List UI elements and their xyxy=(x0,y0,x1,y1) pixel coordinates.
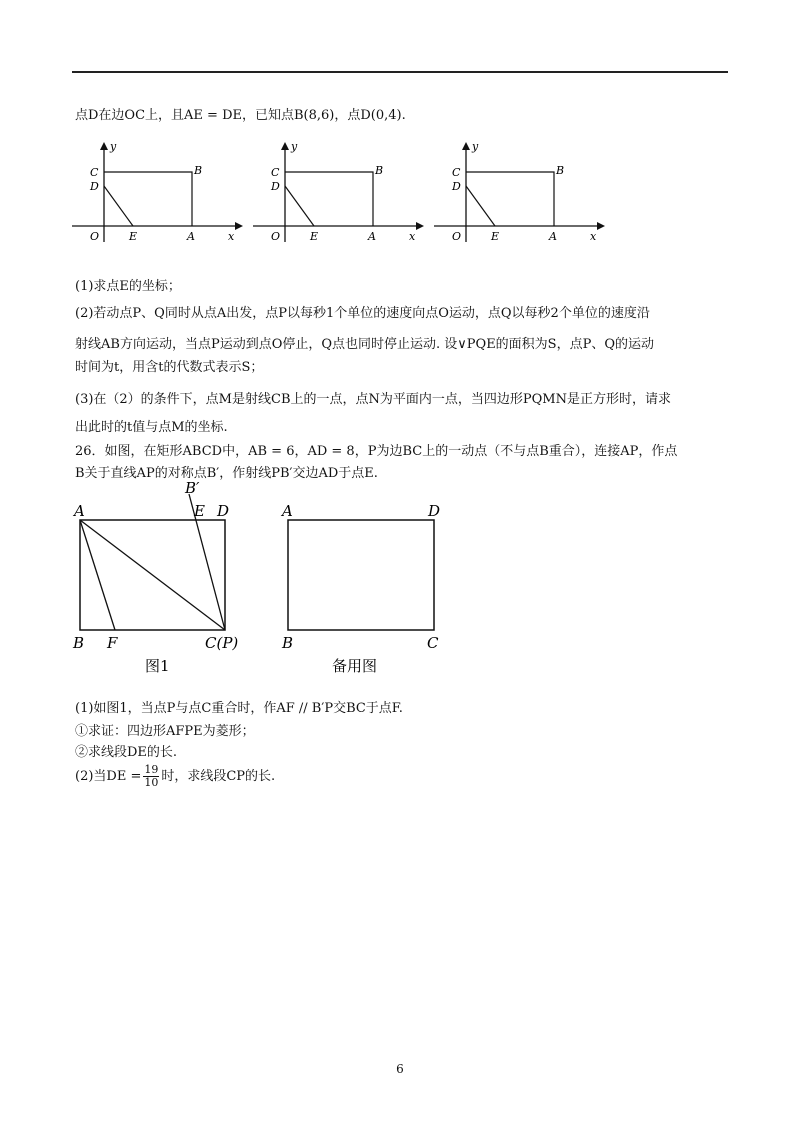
p26-q1: (1)如图1，当点P与点C重合时，作AF // B′P交BC于点F. xyxy=(75,701,403,716)
y-label: y xyxy=(110,140,117,153)
y-axis-arrow xyxy=(281,142,289,150)
x-axis-arrow xyxy=(597,222,605,230)
segment-de xyxy=(104,186,133,226)
a-label: A xyxy=(187,230,195,243)
c-p-label: C(P) xyxy=(205,634,239,652)
rect-cb-ba xyxy=(466,172,554,226)
page-number: 6 xyxy=(396,1062,404,1076)
x-label: x xyxy=(590,230,597,243)
p26-q1a: ①求证：四边形AFPE为菱形； xyxy=(75,724,255,739)
p26-q2-prefix: (2)当DE = xyxy=(75,769,142,784)
x-axis-arrow xyxy=(235,222,243,230)
rect-cb-ba xyxy=(104,172,192,226)
p25-q3-line2: 出此时的t值与点M的坐标. xyxy=(75,420,228,435)
e-label: E xyxy=(129,230,138,243)
e-label: E xyxy=(310,230,319,243)
p25-intro: 点D在边OC上，且AE = DE，已知点B(8,6)，点D(0,4). xyxy=(75,108,406,123)
o-label: O xyxy=(90,230,100,243)
c-label: C xyxy=(90,166,99,179)
p26-q1b: ②求线段DE的长. xyxy=(75,745,178,760)
d-label: D xyxy=(271,180,280,193)
x-label: x xyxy=(409,230,416,243)
p26-figure-1 xyxy=(65,478,255,678)
backup-figure-caption: 备用图 xyxy=(332,657,378,675)
rect-abcd xyxy=(288,520,434,630)
e-label: E xyxy=(491,230,500,243)
b-label: B xyxy=(375,164,384,177)
y-label: y xyxy=(472,140,479,153)
p26-q2 xyxy=(75,764,275,789)
o-label: O xyxy=(271,230,281,243)
p25-q2-line1: (2)若动点P、Q同时从点A出发，点P以每秒1个单位的速度向点O运动，点Q以每秒2个单位的速度沿 xyxy=(75,306,650,321)
o-label: O xyxy=(452,230,462,243)
coord-figure-1 xyxy=(72,140,243,243)
coord-figure-3 xyxy=(434,140,605,243)
c-label: C xyxy=(452,166,461,179)
x-label: x xyxy=(228,230,235,243)
fraction-19-10 xyxy=(143,764,159,789)
e-label: E xyxy=(194,502,205,520)
segment-de xyxy=(466,186,495,226)
a-label: A xyxy=(282,502,293,520)
y-label: y xyxy=(291,140,298,153)
a-label: A xyxy=(368,230,376,243)
diagonal-ac xyxy=(80,520,225,630)
segment-af xyxy=(80,520,115,630)
y-axis-arrow xyxy=(462,142,470,150)
p25-q1: (1)求点E的坐标； xyxy=(75,279,181,294)
p26-stem-line2: B关于直线AP的对称点B′，作射线PB′交边AD于点E. xyxy=(75,466,378,481)
b-label: B xyxy=(73,634,85,652)
p25-q2-line3: 时间为t，用含t的代数式表示S； xyxy=(75,360,264,375)
figure-1-caption: 图1 xyxy=(145,657,170,675)
coord-figure-2 xyxy=(253,140,424,243)
segment-de xyxy=(285,186,314,226)
b-label: B xyxy=(282,634,294,652)
b-prime-label: B′ xyxy=(185,479,200,497)
fraction-numerator: 19 xyxy=(144,763,159,776)
p25-q2-line2: 射线AB方向运动，当点P运动到点O停止，Q点也同时停止运动. 设∨PQE的面积为S，点P、Q的运动 xyxy=(75,337,654,352)
c-label: C xyxy=(427,634,439,652)
d-label: D xyxy=(217,502,230,520)
fraction-denominator: 10 xyxy=(144,776,159,789)
c-label: C xyxy=(271,166,280,179)
p26-stem-line1: 26．如图，在矩形ABCD中，AB = 6，AD = 8，P为边BC上的一动点（不与点B重合），连接AP，作点 xyxy=(75,444,678,459)
d-label: D xyxy=(90,180,99,193)
y-axis-arrow xyxy=(100,142,108,150)
rect-cb-ba xyxy=(285,172,373,226)
p26-backup-figure xyxy=(272,478,452,678)
d-label: D xyxy=(452,180,461,193)
d-label: D xyxy=(428,502,441,520)
a-label: A xyxy=(74,502,85,520)
p25-coordinate-figures xyxy=(70,138,610,248)
a-label: A xyxy=(549,230,557,243)
b-label: B xyxy=(556,164,565,177)
x-axis-arrow xyxy=(416,222,424,230)
f-label: F xyxy=(107,634,118,652)
b-label: B xyxy=(194,164,203,177)
p26-q2-suffix: 时，求线段CP的长. xyxy=(161,769,276,784)
p25-q3-line1: (3)在（2）的条件下，点M是射线CB上的一点，点N为平面内一点，当四边形PQMN是正方形时，请求 xyxy=(75,392,671,407)
header-rule xyxy=(72,71,728,73)
